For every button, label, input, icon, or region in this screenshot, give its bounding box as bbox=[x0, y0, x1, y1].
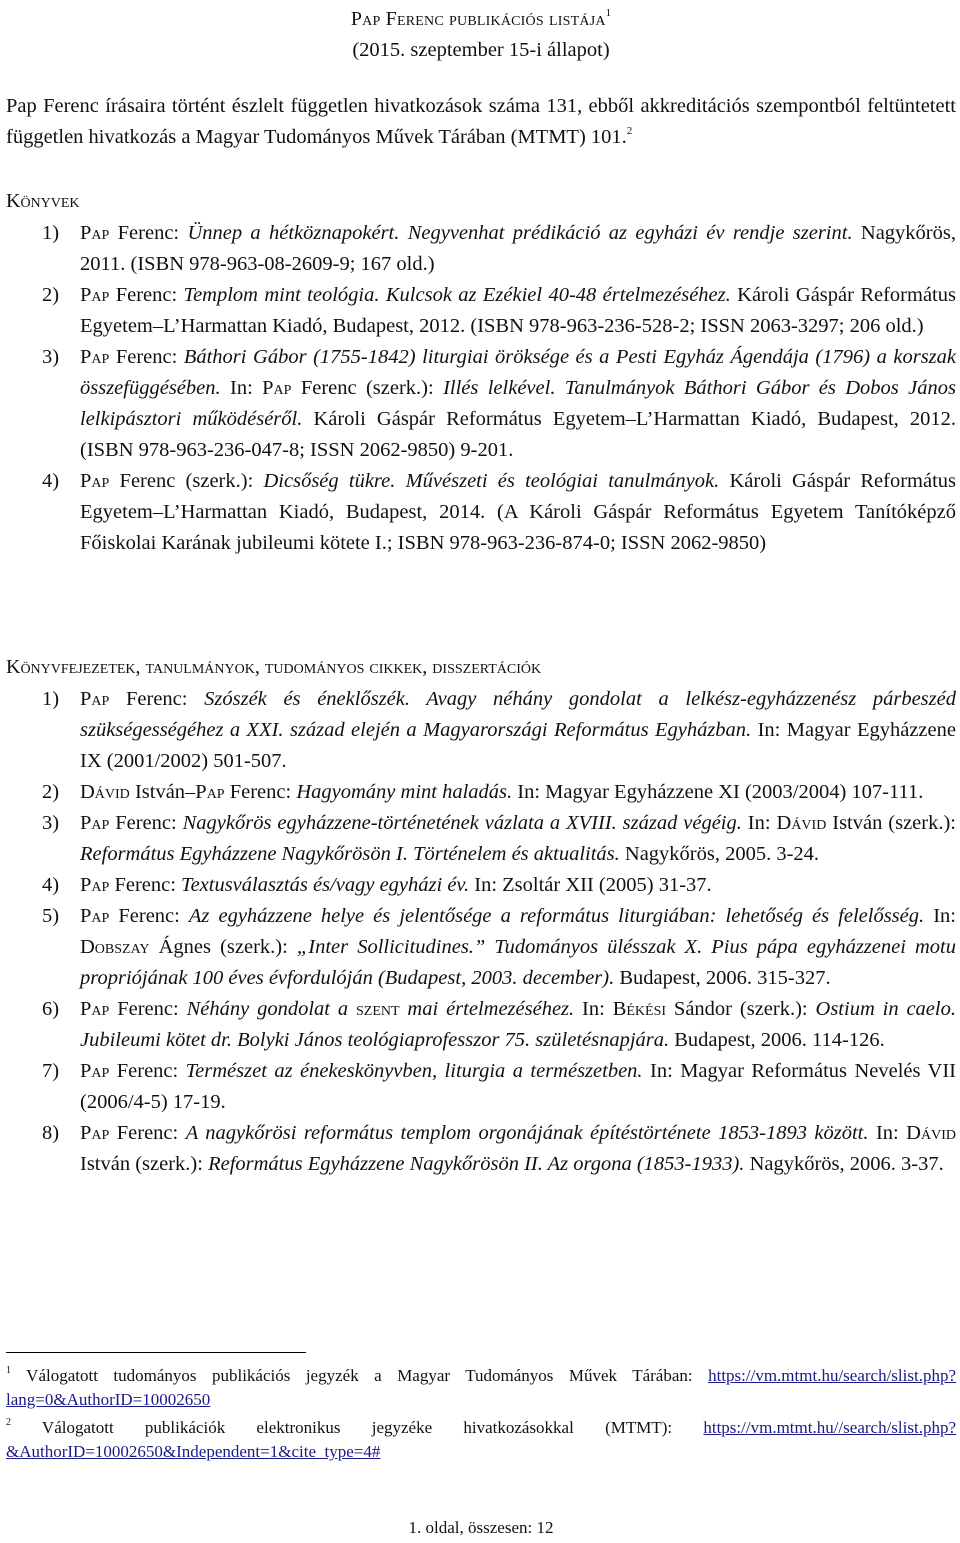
list-item: 4) Pap Ferenc: Textusválasztás és/vagy egyházi év. In: Zsoltár XII (2005) 31-37. bbox=[42, 874, 712, 896]
page-number: 1. oldal, összesen: 12 bbox=[408, 1518, 554, 1537]
section-heading-chapters: Könyvfejezetek, tanulmányok, tudományos cikkek, disszertációk bbox=[6, 656, 542, 678]
footnote-ref-1[interactable]: 1 bbox=[605, 7, 612, 19]
list-item: 6) Pap Ferenc: Néhány gondolat a szent mai értelmezéséhez. In: Békési Sándor (szerk.): Ostium in caelo. Jubileumi kötet dr. Bolyki János teológiaprofesszor 75. születésnapjára. Budapest, 2006. 114-126. bbox=[42, 998, 956, 1051]
document-date: (2015. szeptember 15-i állapot) bbox=[352, 39, 610, 61]
footnote-1: $^1$ Válogatott tudományos publikációs jegyzék a Magyar Tudományos Művek Tárában: https://vm.mtmt.hu/search/slist.php?lang=0&AuthorID=10002650 bbox=[6, 1365, 956, 1409]
list-item: 1) Pap Ferenc: Ünnep a hétköznapokért. Negyvenhat prédikáció az egyházi év rendje szerint. Nagykőrös, 2011. (ISBN 978-963-08-2609-9; 167 old.) bbox=[42, 222, 956, 275]
citation-summary: Pap Ferenc írásaira történt észlelt független hivatkozások száma 131, ebből akkreditációs szempontból feltüntetett független hivatkozás a Magyar Tudományos Művek Tárában (MTMT) 101.$^2$ bbox=[6, 95, 956, 148]
list-item: 2) Dávid István–Pap Ferenc: Hagyomány mint haladás. In: Magyar Egyházzene XI (2003/2004) 107-111. bbox=[42, 781, 924, 803]
list-item: 2) Pap Ferenc: Templom mint teológia. Kulcsok az Ezékiel 40-48 értelmezéséhez. Károli Gáspár Református Egyetem–L’Harmattan Kiadó, Budapest, 2012. (ISBN 978-963-236-528-2; ISSN 2063-3297; 206 old.) bbox=[42, 284, 956, 337]
list-item: 3) Pap Ferenc: Nagykőrös egyházzene-történetének vázlata a XVIII. század végéig. In: Dávid István (szerk.): Református Egyházzene Nagykőrösön I. Történelem és aktualitás. Nagykőrös, 2005. 3-24. bbox=[42, 812, 956, 865]
mtmt-link-1[interactable]: https://vm.mtmt.hu/search/slist.php?lang=0&AuthorID=10002650 bbox=[6, 1366, 956, 1409]
footnote-divider bbox=[6, 1352, 306, 1353]
footnote-ref-2[interactable]: 2 bbox=[626, 125, 633, 137]
title-block bbox=[6, 4, 956, 66]
document-page bbox=[6, 0, 956, 1543]
list-item: 4) Pap Ferenc (szerk.): Dicsőség tükre. Művészeti és teológiai tanulmányok. Károli Gáspár Református Egyetem–L’Harmattan Kiadó, Budapest, 2014. (A Károli Gáspár Református Egyetem Tanítóképző Főiskolai Karának jubileumi kötete I.; ISBN 978-963-236-874-0; ISSN 2062-9850) bbox=[42, 470, 956, 554]
list-item: 5) Pap Ferenc: Az egyházzene helye és jelentősége a református liturgiában: lehetőség és felelősség. In: Dobszay Ágnes (szerk.): „Inter Sollicitudines.” Tudományos ülésszak X. Pius pápa egyházzenei motu propriójának 100 éves évfordulóján (Budapest, 2003. december). Budapest, 2006. 315-327. bbox=[42, 905, 956, 989]
list-item: 1) Pap Ferenc: Szószék és éneklőszék. Avagy néhány gondolat a lelkész-egyházzenész párbeszéd szükségességéhez a XXI. század elején a Magyarországi Református Egyházban. In: Magyar Egyházzene IX (2001/2002) 501-507. bbox=[42, 688, 956, 772]
footnote-2: $^2$ Válogatott publikációk elektronikus jegyzéke hivatkozásokkal (MTMT): https://vm.mtmt.hu//search/slist.php?&AuthorID=10002650&Independent=1&cite_type=4# bbox=[6, 1417, 956, 1461]
mtmt-link-2[interactable]: https://vm.mtmt.hu//search/slist.php?&AuthorID=10002650&Independent=1&cite_type=4# bbox=[6, 1418, 956, 1461]
section-heading-books: Könyvek bbox=[6, 190, 80, 212]
list-item: 8) Pap Ferenc: A nagykőrösi református templom orgonájának építéstörténete 1853-1893 között. In: Dávid István (szerk.): Református Egyházzene Nagykőrösön II. Az orgona (1853-1933). Nagykőrös, 2006. 3-37. bbox=[42, 1122, 956, 1175]
document-title: Pap Ferenc publikációs listája$^1$ bbox=[350, 7, 612, 30]
list-item: 3) Pap Ferenc: Báthori Gábor (1755-1842) liturgiai öröksége és a Pesti Egyház Ágendája (1796) a korszak összefüggésében. In: Pap Ferenc (szerk.): Illés lelkével. Tanulmányok Báthori Gábor és Dobos János lelkipásztori működéséről. Károli Gáspár Református Egyetem–L’Harmattan Kiadó, Budapest, 2012. (ISBN 978-963-236-047-8; ISSN 2062-9850) 9-201. bbox=[42, 346, 956, 461]
books-list bbox=[6, 218, 956, 559]
list-item: 7) Pap Ferenc: Természet az énekeskönyvben, liturgia a természetben. In: Magyar Református Nevelés VII (2006/4-5) 17-19. bbox=[42, 1060, 956, 1113]
chapters-list bbox=[6, 684, 956, 1180]
